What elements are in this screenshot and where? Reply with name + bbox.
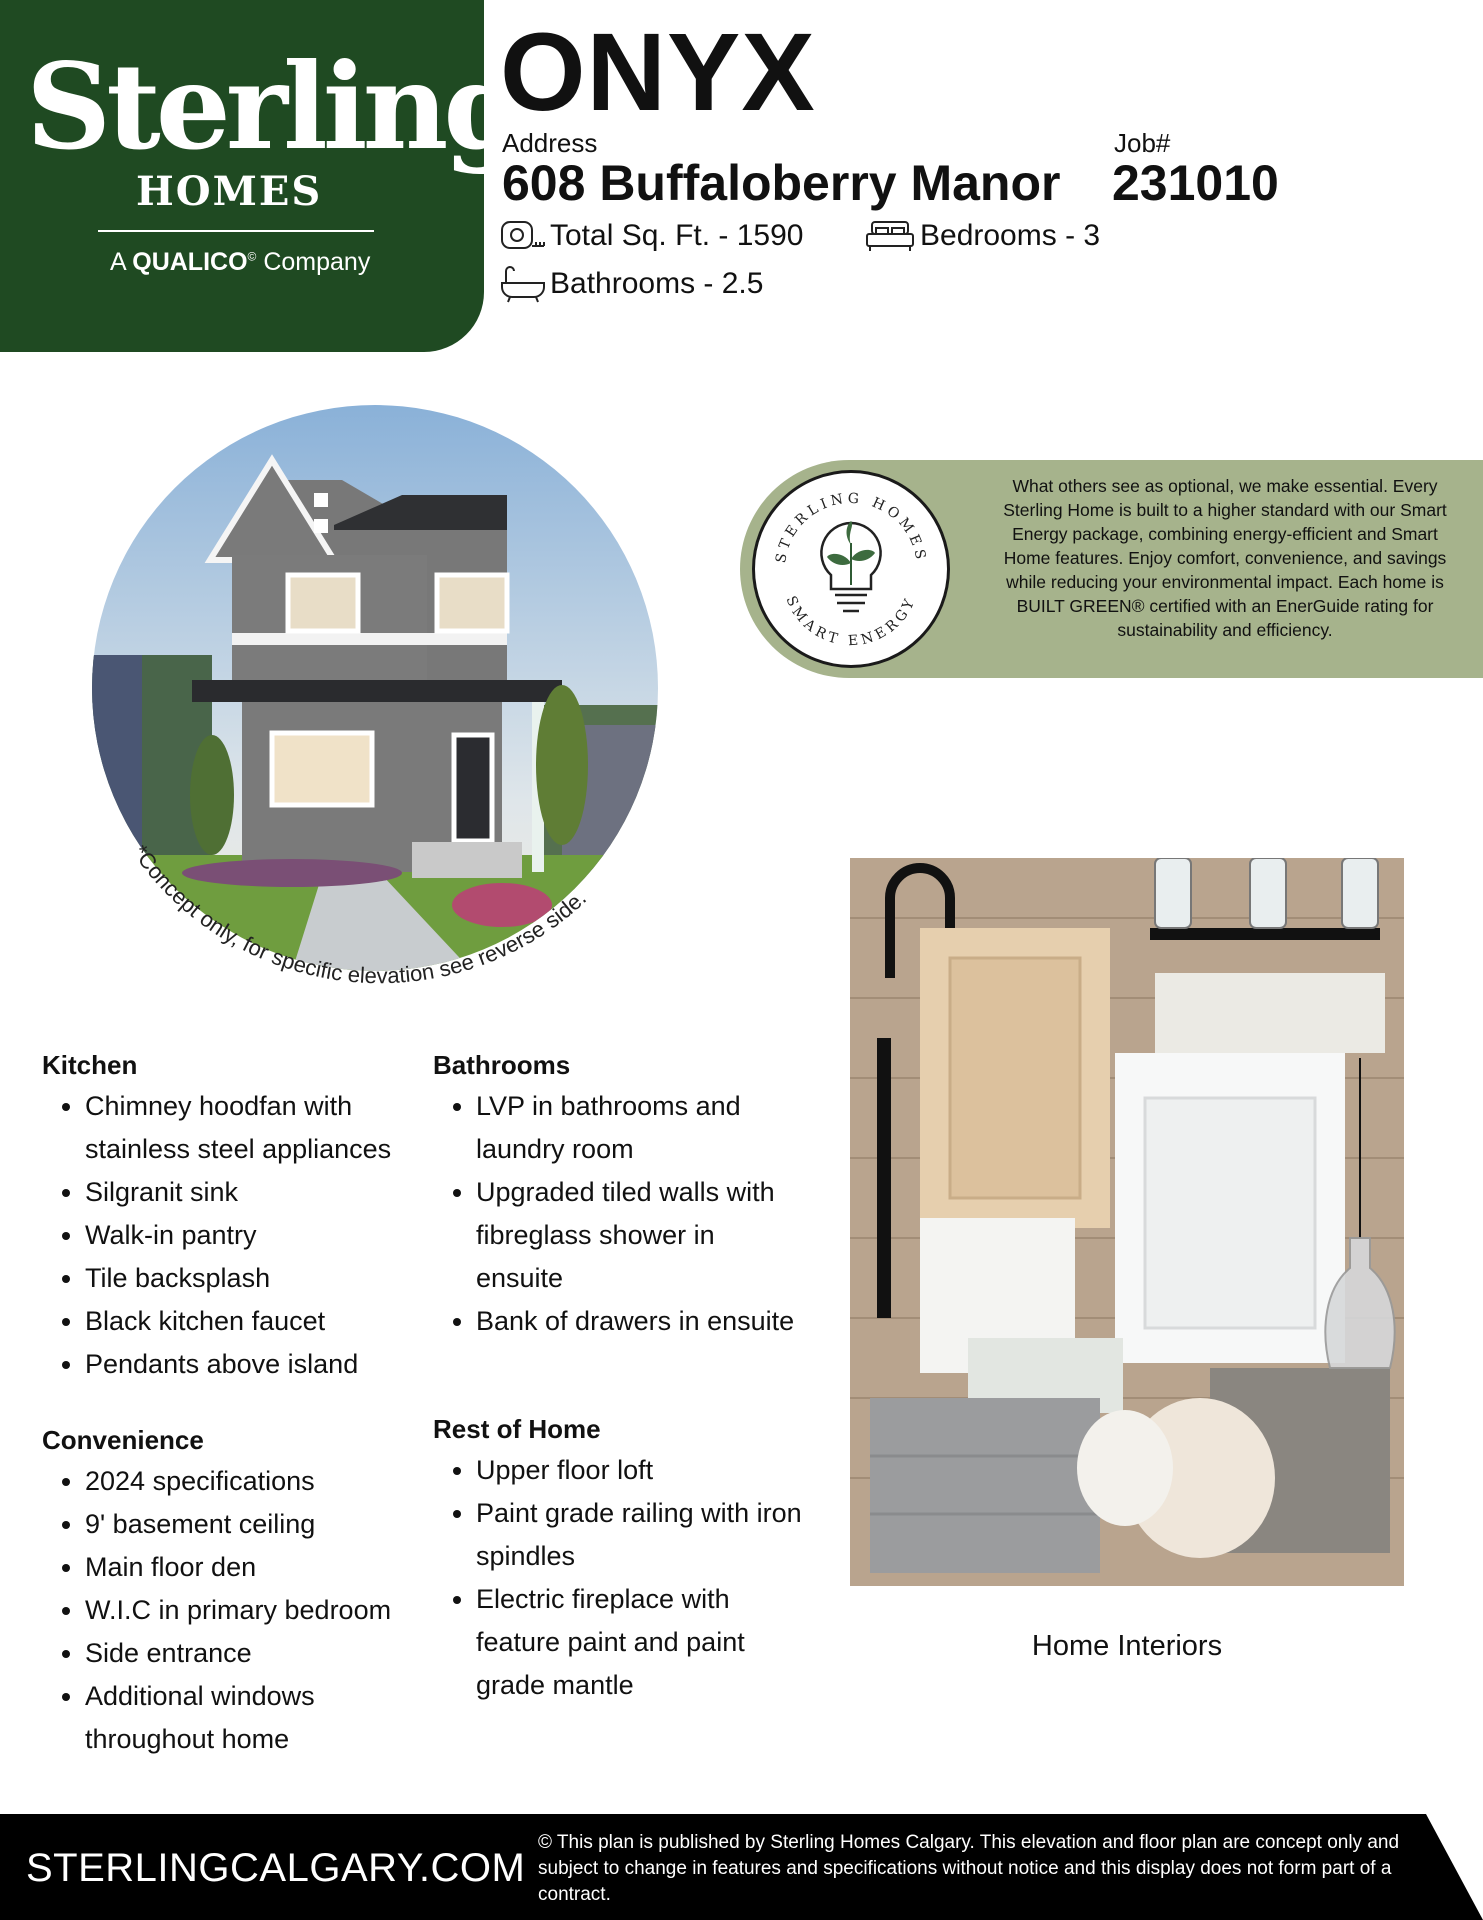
rest-of-home-section bbox=[433, 1409, 808, 1707]
tagline-suffix: Company bbox=[263, 248, 371, 276]
job-number: 231010 bbox=[1112, 155, 1279, 211]
list-item: • Main floor den bbox=[85, 1546, 402, 1589]
spec-bathrooms-text: Bathrooms - 2.5 bbox=[550, 267, 764, 300]
logo-divider bbox=[98, 230, 374, 232]
list-item: • Black kitchen faucet bbox=[85, 1300, 402, 1343]
bathrooms-title: Bathrooms bbox=[433, 1050, 571, 1080]
list-item: • Paint grade railing with iron spindles bbox=[476, 1492, 808, 1578]
svg-text:*Concept only, for specific el bbox=[128, 840, 591, 988]
logo-wordmark: Sterling bbox=[26, 37, 521, 176]
kitchen-list bbox=[42, 1085, 402, 1386]
seal-bottom-text: SMART ENERGY bbox=[782, 593, 920, 650]
home-interiors-caption: Home Interiors bbox=[1031, 1630, 1223, 1662]
convenience-list bbox=[42, 1460, 402, 1761]
convenience-title: Convenience bbox=[42, 1425, 204, 1455]
model-name: ONYX bbox=[500, 11, 816, 134]
list-item: • Upper floor loft bbox=[476, 1449, 808, 1492]
kitchen-section bbox=[42, 1045, 402, 1386]
logo-tagline: A QUALICO© Company bbox=[110, 248, 371, 276]
list-item: • Bank of drawers in ensuite bbox=[476, 1300, 808, 1343]
spec-bedrooms-text: Bedrooms - 3 bbox=[920, 219, 1101, 252]
convenience-section bbox=[42, 1420, 402, 1761]
list-item: • Upgraded tiled walls with fibreglass shower in ensuite bbox=[476, 1171, 808, 1300]
list-item: • Additional windows throughout home bbox=[85, 1675, 402, 1761]
smart-energy-description: What others see as optional, we make essential. Every Sterling Home is built to a higher standard with our Smart Energy package, combining energy-efficient and Smart Home features. Enjoy comfort, convenience, and savings while reducing your environmental impact. Each home is BUILT GREEN® certified with an EnerGuide rating for sustainability and efficiency. bbox=[1003, 476, 1447, 640]
list-item: • 9' basement ceiling bbox=[85, 1503, 402, 1546]
list-item: • Walk-in pantry bbox=[85, 1214, 402, 1257]
spec-sqft-text: Total Sq. Ft. - 1590 bbox=[550, 219, 804, 252]
brand-logo-block bbox=[0, 0, 521, 352]
list-item: • Chimney hoodfan with stainless steel appliances bbox=[85, 1085, 402, 1171]
bed-icon bbox=[864, 218, 916, 254]
bathrooms-list bbox=[433, 1085, 808, 1343]
smart-energy-seal bbox=[752, 470, 950, 668]
rest-of-home-title: Rest of Home bbox=[433, 1414, 601, 1444]
bathtub-icon bbox=[500, 265, 546, 303]
tape-measure-icon bbox=[500, 218, 546, 254]
list-item: • LVP in bathrooms and laundry room bbox=[476, 1085, 808, 1171]
list-item: • Electric fireplace with feature paint and paint grade mantle bbox=[476, 1578, 808, 1707]
tagline-prefix: A bbox=[110, 248, 126, 276]
list-item: • 2024 specifications bbox=[85, 1460, 402, 1503]
seal-top-text: STERLING HOMES bbox=[773, 490, 929, 565]
logo-homes-text: HOMES bbox=[136, 168, 323, 215]
kitchen-title: Kitchen bbox=[42, 1050, 138, 1080]
rest-of-home-list bbox=[433, 1449, 808, 1707]
spec-bathrooms bbox=[500, 265, 763, 303]
footer-website: STERLINGCALGARY.COM bbox=[26, 1846, 526, 1890]
tagline-brand: QUALICO bbox=[132, 248, 248, 276]
address-value: 608 Buffaloberry Manor bbox=[502, 155, 1061, 211]
spec-sqft bbox=[500, 218, 803, 254]
footer-disclaimer: © This plan is published by Sterling Homes Calgary. This elevation and floor plan are concept only and subject to change in features and specifications without notice and this display does not form part of a contract. bbox=[538, 1832, 1400, 1905]
list-item: • Tile backsplash bbox=[85, 1257, 402, 1300]
lightbulb-leaf-icon bbox=[821, 521, 880, 611]
job-label: Job# bbox=[1114, 128, 1171, 158]
concept-note-text: *Concept only, for specific elevation see reverse side. bbox=[127, 840, 592, 989]
footer bbox=[0, 1814, 1483, 1920]
bathrooms-section bbox=[433, 1045, 808, 1343]
list-item: • W.I.C in primary bedroom bbox=[85, 1589, 402, 1632]
list-item: • Silgranit sink bbox=[85, 1171, 402, 1214]
spec-bedrooms bbox=[864, 218, 1100, 254]
interior-moodboard-image bbox=[850, 858, 1404, 1586]
address-label: Address bbox=[502, 128, 598, 158]
concept-note bbox=[80, 800, 680, 1030]
list-item: • Side entrance bbox=[85, 1632, 402, 1675]
list-item: • Pendants above island bbox=[85, 1343, 402, 1386]
